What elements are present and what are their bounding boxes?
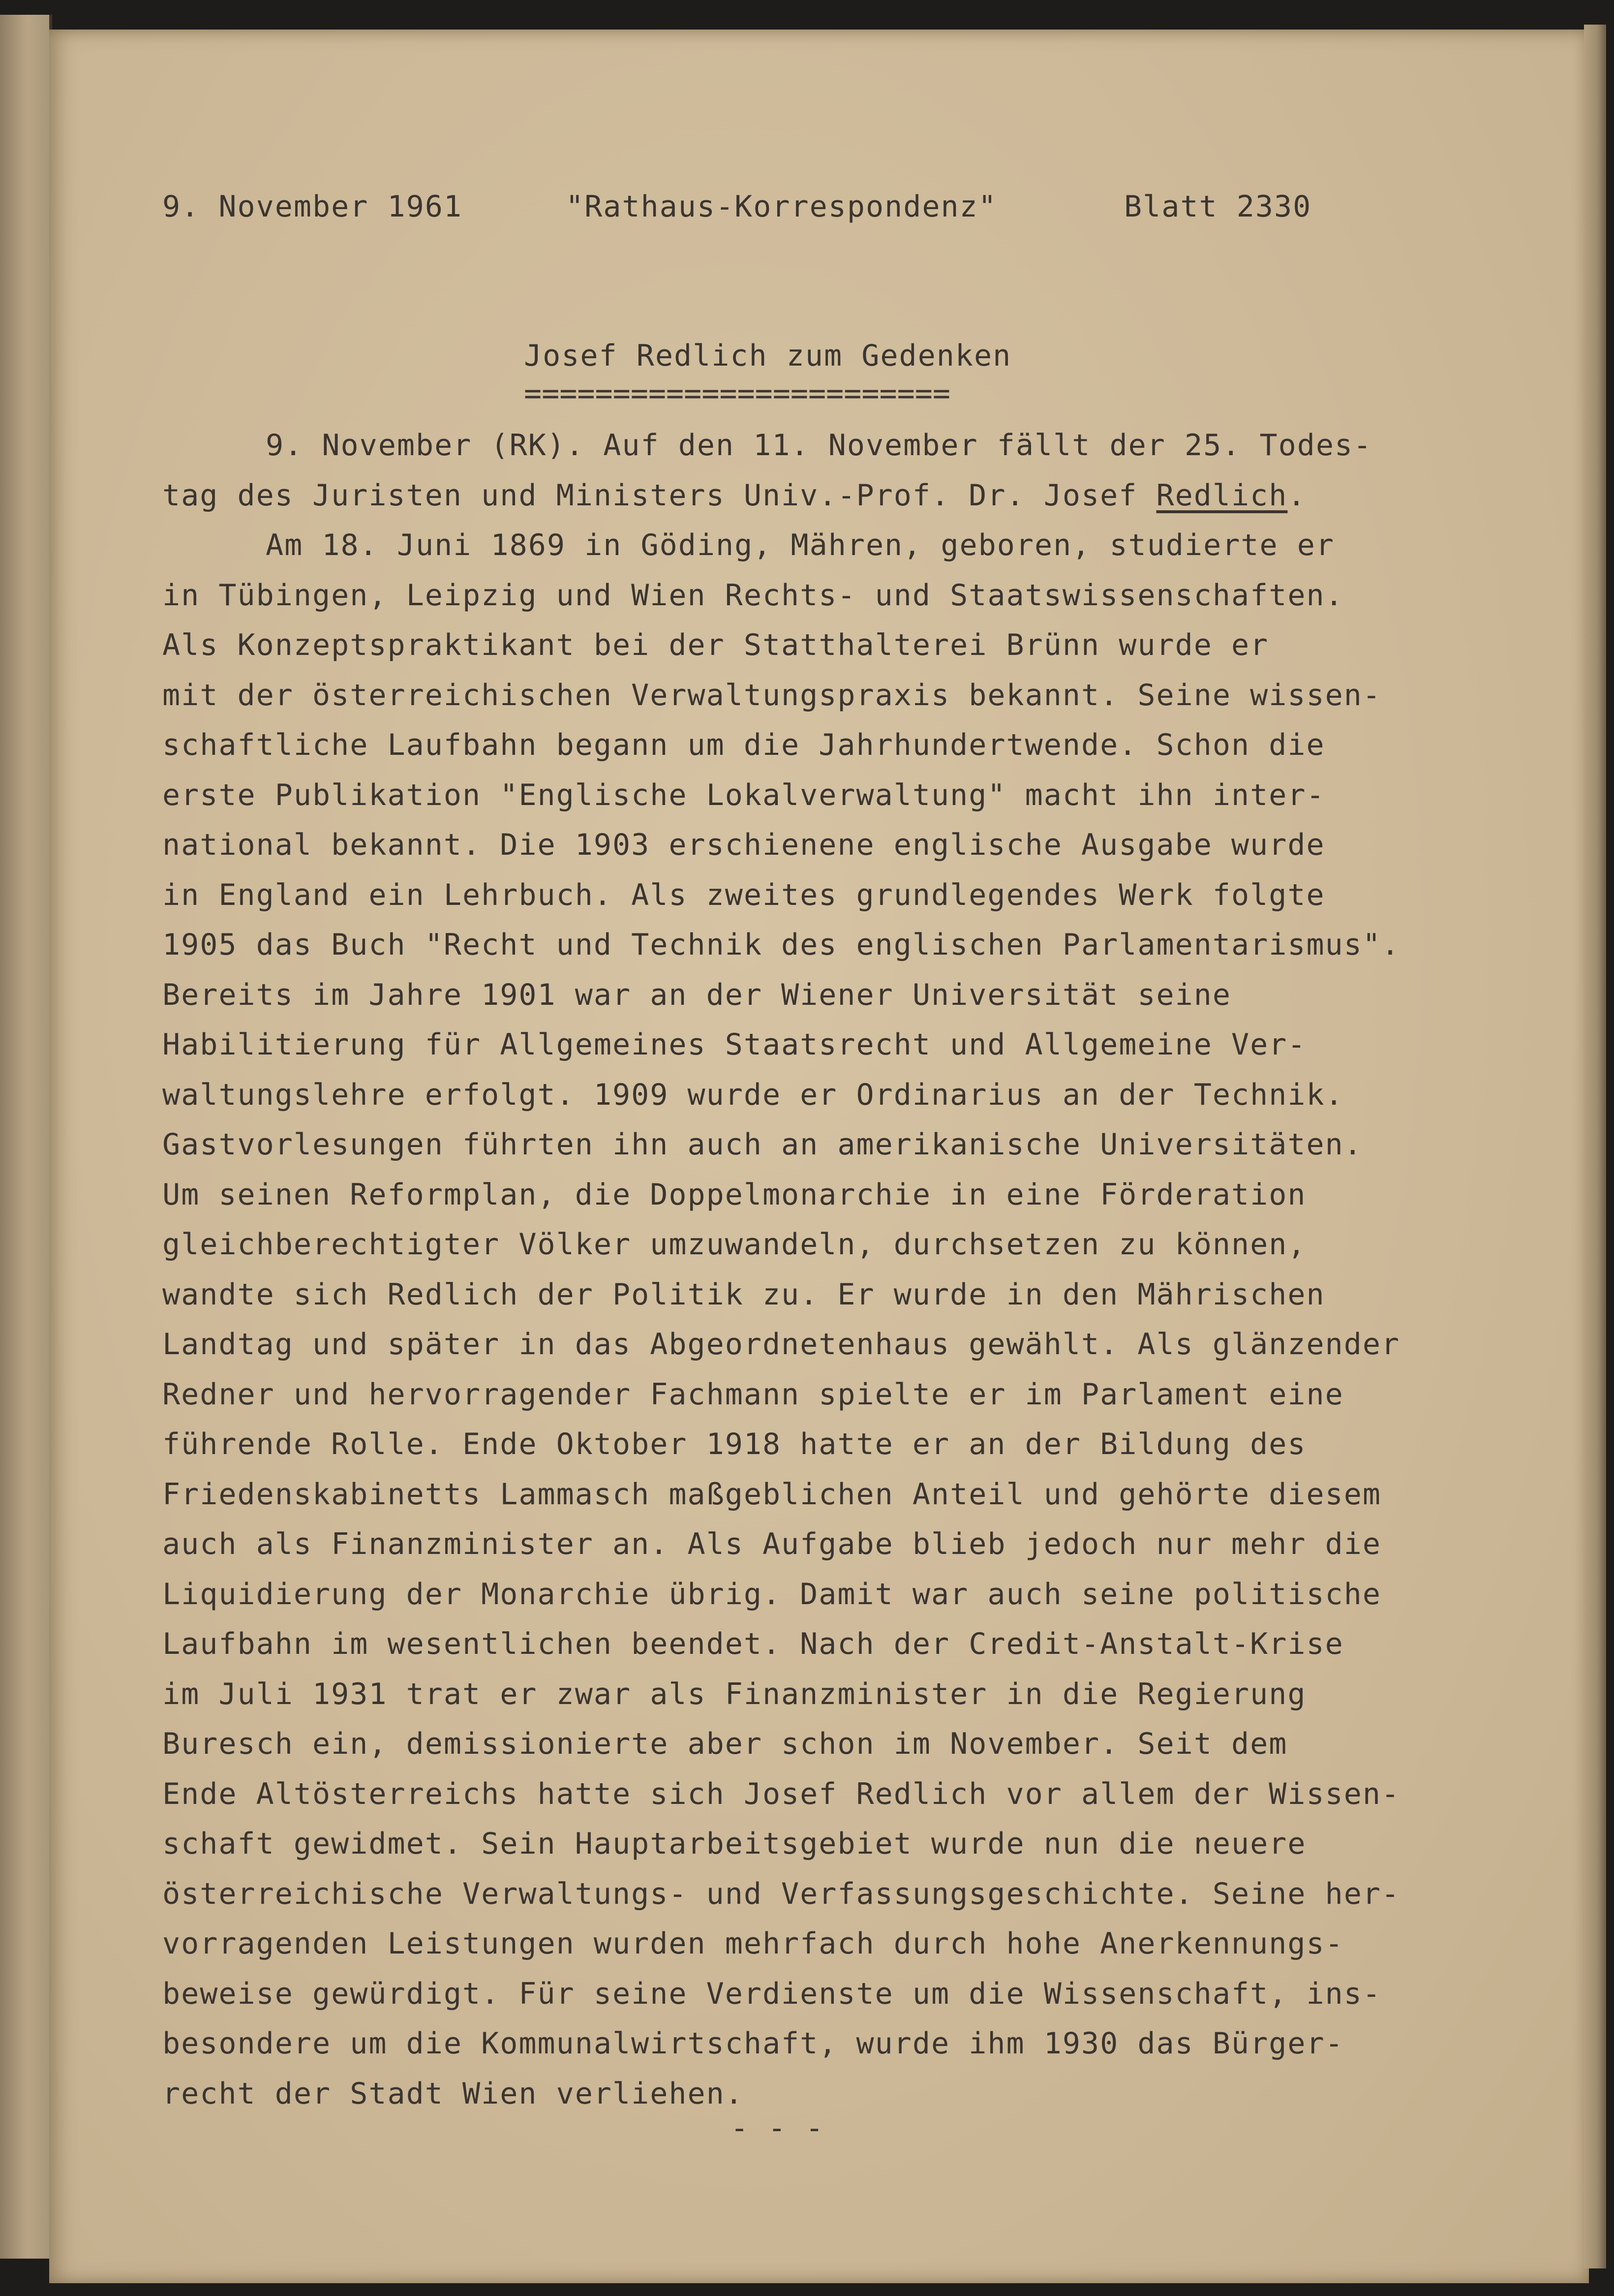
text-line-content: Als Konzeptspraktikant bei der Statthalterei Brünn wurde er (162, 628, 1269, 662)
text-line-content: gleichberechtigter Völker umzuwandeln, durchsetzen zu können, (162, 1227, 1307, 1262)
text-line-content: im Juli 1931 trat er zwar als Finanzminister in die Regierung (162, 1676, 1307, 1711)
text-line-content: Um seinen Reformplan, die Doppelmonarchie in eine Förderation (162, 1177, 1307, 1212)
text-line-content: 1905 das Buch "Recht und Technik des englischen Parlamentarismus". (162, 928, 1401, 962)
text-line-content: Ende Altösterreichs hatte sich Josef Redlich vor allem der Wissen- (162, 1776, 1401, 1811)
text-line (162, 2069, 1540, 2119)
text-line (162, 1969, 1540, 2019)
text-line (162, 1570, 1540, 1620)
text-line (162, 1120, 1540, 1170)
text-line-content: Habilitierung für Allgemeines Staatsrecht und Allgemeine Ver- (162, 1027, 1307, 1062)
text-line (162, 1819, 1540, 1869)
text-line (162, 970, 1540, 1021)
text-line-content: führende Rolle. Ende Oktober 1918 hatte er an der Bildung des (162, 1427, 1307, 1461)
text-line (162, 1769, 1540, 1820)
text-line (162, 471, 1540, 521)
text-line (162, 2019, 1540, 2069)
text-line (162, 1270, 1540, 1320)
text-line-content: waltungslehre erfolgt. 1909 wurde er Ordinarius an der Technik. (162, 1077, 1344, 1112)
header-sheet-number: Blatt 2330 (1124, 189, 1312, 224)
text-line-content: Am 18. Juni 1869 in Göding, Mähren, geboren, studierte er (266, 528, 1335, 562)
text-line-content: tag des Juristen und Ministers Univ.-Prof. Dr. Josef (162, 478, 1157, 513)
text-line-content: Buresch ein, demissionierte aber schon im November. Seit dem (162, 1727, 1288, 1761)
text-line (162, 1670, 1540, 1720)
text-line-content: Liquidierung der Monarchie übrig. Damit war auch seine politische (162, 1577, 1381, 1612)
text-line-content: in Tübingen, Leipzig und Wien Rechts- und Staatswissenschaften. (162, 578, 1344, 613)
text-line-content: in England ein Lehrbuch. Als zweites grundlegendes Werk folgte (162, 877, 1325, 912)
text-line (162, 870, 1540, 921)
underlined-name: Redlich (1156, 478, 1288, 513)
text-line-content: auch als Finanzminister an. Als Aufgabe blieb jedoch nur mehr die (162, 1527, 1381, 1561)
article-title: Josef Redlich zum Gedenken (524, 339, 1012, 373)
text-line (162, 621, 1540, 671)
text-line-content: Redner und hervorragender Fachmann spielte er im Parlament eine (162, 1377, 1344, 1412)
text-line (162, 1420, 1540, 1470)
header-line (162, 189, 1343, 234)
text-line-content: recht der Stadt Wien verliehen. (162, 2076, 744, 2111)
text-line (162, 1619, 1540, 1670)
text-line-content: 9. November (RK). Auf den 11. November fällt der 25. Todes- (266, 428, 1372, 463)
text-line-content: Landtag und später in das Abgeordnetenhaus gewählt. Als glänzender (162, 1327, 1401, 1362)
text-line (162, 671, 1540, 721)
text-line (162, 771, 1540, 821)
header-publication: "Rathaus-Korrespondenz" (566, 189, 997, 224)
text-line-content: besondere um die Kommunalwirtschaft, wurde ihm 1930 das Bürger- (162, 2026, 1344, 2061)
text-line (162, 1370, 1540, 1420)
text-line-content: mit der österreichischen Verwaltungspraxis bekannt. Seine wissen- (162, 678, 1381, 713)
text-line (162, 720, 1540, 771)
text-line-content: Bereits im Jahre 1901 war an der Wiener Universität seine (162, 977, 1232, 1012)
line-tail: . (1287, 478, 1307, 513)
text-line (162, 1869, 1540, 1920)
text-line (162, 1520, 1540, 1570)
article-body (162, 421, 1540, 2119)
text-line-content: Friedenskabinetts Lammasch maßgeblichen Anteil und gehörte diesem (162, 1477, 1381, 1512)
article-title-underline: ======================== (524, 376, 950, 411)
text-line (162, 820, 1540, 870)
text-line (162, 421, 1540, 471)
header-date: 9. November 1961 (162, 189, 462, 224)
text-line-content: schaft gewidmet. Sein Hauptarbeitsgebiet wurde nun die neuere (162, 1827, 1307, 1861)
text-line-content: vorragenden Leistungen wurden mehrfach durch hohe Anerkennungs- (162, 1926, 1344, 1961)
text-line (162, 1070, 1540, 1120)
left-page-edge (0, 15, 52, 2259)
text-line-content: wandte sich Redlich der Politik zu. Er wurde in den Mährischen (162, 1277, 1325, 1312)
text-line-content: beweise gewürdigt. Für seine Verdienste um die Wissenschaft, ins- (162, 1976, 1381, 2011)
text-line (162, 1470, 1540, 1520)
text-line (162, 1020, 1540, 1070)
text-line (162, 1220, 1540, 1270)
text-line-content: schaftliche Laufbahn begann um die Jahrhundertwende. Schon die (162, 728, 1325, 762)
right-page-edge (1584, 25, 1606, 2268)
text-line-content: Laufbahn im wesentlichen beendet. Nach der Credit-Anstalt-Krise (162, 1627, 1344, 1661)
text-line (162, 1719, 1540, 1769)
text-line (162, 1320, 1540, 1370)
text-line-content: erste Publikation "Englische Lokalverwaltung" macht ihn inter- (162, 777, 1325, 812)
end-mark: - - - (731, 2111, 824, 2145)
text-line-content: national bekannt. Die 1903 erschienene englische Ausgabe wurde (162, 828, 1325, 862)
text-line (162, 920, 1540, 970)
text-line (162, 1919, 1540, 1969)
text-line (162, 1170, 1540, 1220)
text-line-content: Gastvorlesungen führten ihn auch an amerikanische Universitäten. (162, 1127, 1363, 1162)
text-line (162, 521, 1540, 571)
text-line (162, 571, 1540, 621)
text-line-content: österreichische Verwaltungs- und Verfassungsgeschichte. Seine her- (162, 1876, 1401, 1911)
